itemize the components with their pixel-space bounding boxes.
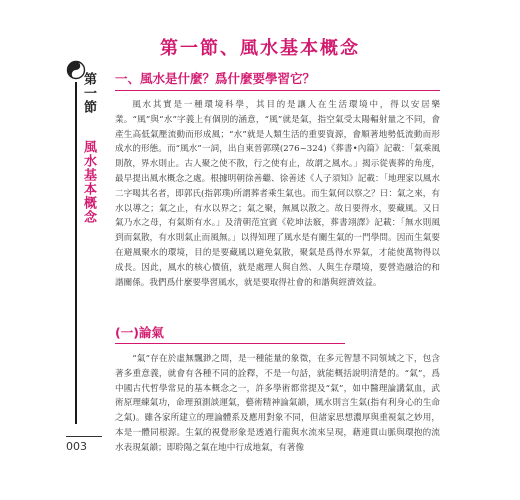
section-heading: 一、風水是什麼？爲什麼要學習它？ (115, 71, 316, 86)
subheading: (一)論氣 (115, 325, 164, 340)
chapter-title: 第一節、風水基本概念 (160, 38, 360, 59)
page-number: 003 (66, 440, 87, 453)
side-tab-label (80, 72, 96, 224)
section-heading-rule (115, 90, 440, 91)
side-tab-part-b: 風水基本概念 (81, 140, 96, 224)
subheading-rule (115, 343, 345, 344)
side-vertical-rule (75, 82, 77, 424)
body-paragraph-2: “氣”存在於虛無飄渺之間，是一種能量的象徵，在多元智慧不同領域之下，包含著多重意義，就會有各種不同的詮釋，不是一句話，就能概括說明清楚的。“氣”，爲中國古代哲學常見的基本概念之一，許多學術都常提及“氣”，如中醫理論講氣血，武術原理練氣功，命理預測談運氣，藝術精神論氣韻，風水則言生氣(指有利身心的生命之氣)。雖各家所建立的理論體系及應用對象不同，但諸家思想濃厚與重視氣之妙用，本是一體同根源。生氣的視覺形象是透過行龍與水流來呈現，藉連貫山脈與環抱的流水表現氣韻；即聆陽之氣在地中行成地氣，有著像 (115, 354, 440, 453)
side-tab-part-a: 第一節 (81, 72, 96, 114)
page-number-rule (66, 436, 102, 437)
body-paragraph-1: 風水其實是一種環境科學，其目的是讓人在生活環境中，得以安居樂業。“風”與“水”字義上有個別的涵意，“風”就是氣，指空氣受太陽輻射量之不同，會產生高低氣壓流動而形成風；“水”就是人類生活的重要資源，會順著地勢低流動而形成水的形態。而“風水”一詞，出自東晉郭璞(276~324)《葬書•內篇》記載：「氣乘風則散，界水則止。古人聚之使不散，行之使有止，故謂之風水。」揭示從喪葬的角度，最早提出風水概念之處。根據明朝徐善繼、徐善述《人子須知》記載：「地理家以風水二字喝其名者，即郭氏(指郭璞)所謂葬者乘生氣也。而生氣何以察之？曰：氣之來，有水以導之；氣之止，有水以界之；氣之聚，無風以散之。故日要得水，要藏風。又日氣乃水之母，有氣斯有水。」及清朝范宜賓《乾坤法竅，葬書翊譯》記載：「無水則風到而氣散，有水則氣止而風無。」以得知理了風水是有關生氣的一門學問。因而生氣要在避風聚水的環境，目的是要藏風以避免氣散，聚氣是爲得水界氣，才能使萬物得以成長。因此，風水的核心價值，就是處理人與自然、人與生存環境，要營造融洽的和諧關係。我們爲什麼要學習風水，就是要取得社會的和諧與經濟效益。 (115, 100, 440, 288)
